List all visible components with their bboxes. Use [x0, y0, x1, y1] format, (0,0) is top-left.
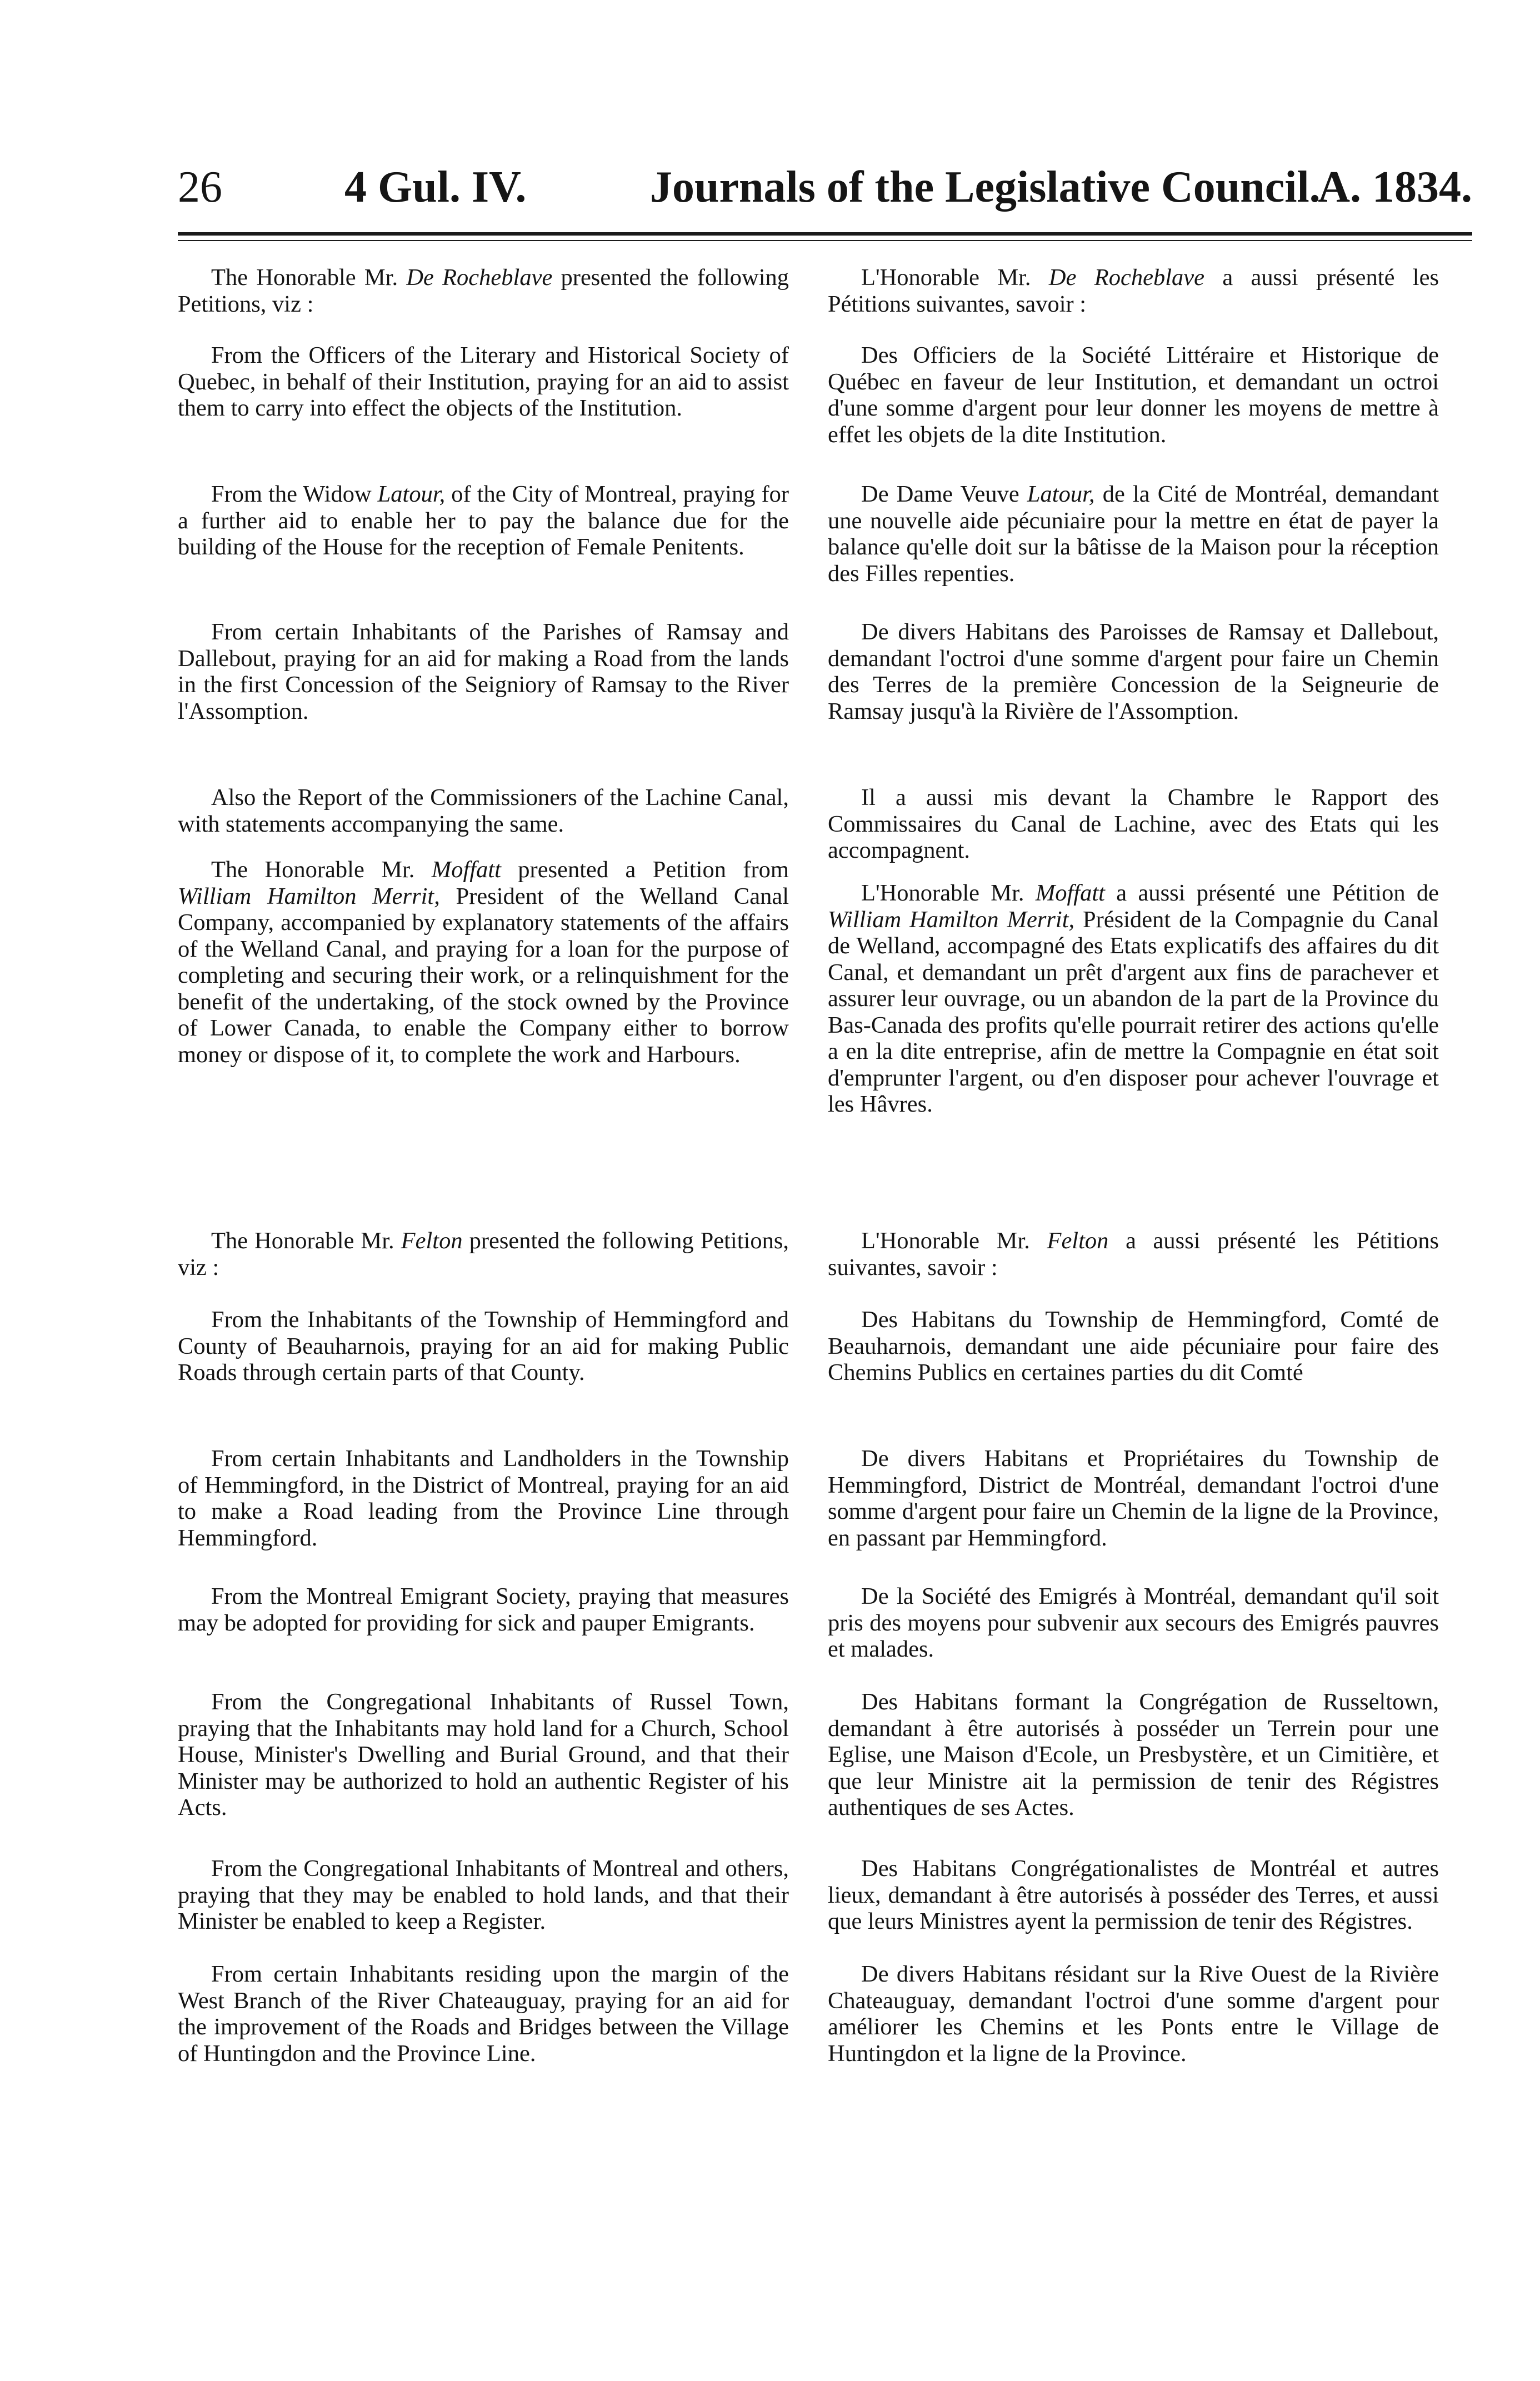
english-paragraph: From the Officers of the Literary and Historical Society of Quebec, in behalf of their Institution, praying for an aid to assist them to carry into effect the objects of the Institution. — [178, 342, 789, 421]
english-paragraph: The Honorable Mr. Felton presented the following Petitions, viz : — [178, 1228, 789, 1280]
english-paragraph: From certain Inhabitants residing upon the margin of the West Branch of the River Chateauguay, praying for an aid for the improvement of the Roads and Bridges between the Village of Huntingdon and the Province Line. — [178, 1961, 789, 2067]
french-paragraph: De la Société des Emigrés à Montréal, demandant qu'il soit pris des moyens pour subvenir aux secours des Emigrés pauvres et malades. — [828, 1583, 1439, 1662]
english-paragraph: The Honorable Mr. De Rocheblave presented the following Petitions, viz : — [178, 264, 789, 317]
english-paragraph: From the Montreal Emigrant Society, praying that measures may be adopted for providing for sick and pauper Emigrants. — [178, 1583, 789, 1636]
english-paragraph: From the Widow Latour, of the City of Montreal, praying for a further aid to enable her to pay the balance due for the building of the House for the reception of Female Penitents. — [178, 481, 789, 560]
italic-name: Felton — [401, 1228, 463, 1254]
journal-title: Journals of the Legislative Council. — [650, 163, 1321, 212]
italic-name: Moffatt — [1035, 880, 1105, 906]
french-paragraph: Des Habitans formant la Congrégation de Russeltown, demandant à être autorisés à posséder un Terrein pour une Eglise, une Maison d'Ecole, un Presbystère, et un Cimitière, et que leur Ministre ait la permission de tenir des Régistres authentiques de ses Actes. — [828, 1689, 1439, 1820]
french-paragraph: De divers Habitans des Paroisses de Ramsay et Dallebout, demandant l'octroi d'une somme d'argent pour faire un Chemin des Terres de la première Concession de la Seigneurie de Ramsay jusqu'à la Rivière de l'Assomption. — [828, 619, 1439, 724]
page-number: 26 — [178, 163, 222, 212]
english-paragraph: From the Congregational Inhabitants of Russel Town, praying that the Inhabitants may hold land for a Church, School House, Minister's Dwelling and Burial Ground, and that their Minister may be authorized to hold an authentic Register of his Acts. — [178, 1689, 789, 1820]
italic-name: Felton — [1047, 1228, 1109, 1254]
french-paragraph: De divers Habitans résidant sur la Rive Ouest de la Rivière Chateauguay, demandant l'octroi d'une somme d'argent pour améliorer les Chemins et les Ponts entre le Village de Huntingdon et la ligne de la Province. — [828, 1961, 1439, 2067]
running-header — [178, 157, 1472, 218]
header-rule-thin — [178, 240, 1472, 241]
french-paragraph: De divers Habitans et Propriétaires du Township de Hemmingford, District de Montréal, demandant l'octroi d'une somme d'argent pour faire un Chemin de la ligne de la Province, en passant par Hemmingford. — [828, 1445, 1439, 1551]
italic-name: De Rocheblave — [406, 264, 553, 291]
english-paragraph: From certain Inhabitants of the Parishes of Ramsay and Dallebout, praying for an aid for making a Road from the lands in the first Concession of the Seigniory of Ramsay to the River l'Assomption. — [178, 619, 789, 724]
italic-name: William Hamilton Merrit, — [828, 906, 1075, 933]
italic-name: De Rocheblave — [1048, 264, 1204, 291]
italic-name: William Hamilton Merrit, — [178, 883, 440, 909]
header-rule-thick — [178, 232, 1472, 236]
italic-name: Latour, — [377, 481, 446, 507]
english-paragraph: From the Inhabitants of the Township of Hemmingford and County of Beauharnois, praying for an aid for making Public Roads through certain parts of that County. — [178, 1307, 789, 1385]
french-paragraph: Des Habitans Congrégationalistes de Montréal et autres lieux, demandant à être autorisés à posséder des Terres, et aussi que leurs Ministres ayent la permission de tenir des Régistres. — [828, 1855, 1439, 1934]
regnal-year: 4 Gul. IV. — [344, 163, 527, 212]
french-paragraph: Des Officiers de la Société Littéraire et Historique de Québec en faveur de leur Institution, et demandant un octroi d'une somme d'argent pour leur donner les moyens de mettre à effet les objets de la dite Institution. — [828, 342, 1439, 448]
french-paragraph: L'Honorable Mr. Moffatt a aussi présenté une Pétition de William Hamilton Merrit, Président de la Compagnie du Canal de Welland, accompagné des Etats explicatifs des affaires du dit Canal, et demandant un prêt d'argent aux fins de parachever et assurer leur ouvrage, ou un abandon de la part de la Province du Bas-Canada des profits qu'elle pourrait retirer des actions qu'elle a en la dite entreprise, afin de mettre la Compagnie en état soit d'emprunter l'argent, ou d'en disposer pour achever l'ouvrage et les Hâvres. — [828, 880, 1439, 1117]
italic-name: Moffatt — [431, 857, 501, 883]
french-paragraph: Des Habitans du Township de Hemmingford, Comté de Beauharnois, demandant une aide pécuniaire pour faire des Chemins Publics en certaines parties du dit Comté — [828, 1307, 1439, 1385]
french-paragraph: L'Honorable Mr. De Rocheblave a aussi présenté les Pétitions suivantes, savoir : — [828, 264, 1439, 317]
french-paragraph: L'Honorable Mr. Felton a aussi présenté les Pétitions suivantes, savoir : — [828, 1228, 1439, 1280]
english-paragraph: From the Congregational Inhabitants of Montreal and others, praying that they may be enabled to hold lands, and that their Minister be enabled to keep a Register. — [178, 1855, 789, 1934]
publication-year: A. 1834. — [1318, 163, 1472, 212]
french-paragraph: Il a aussi mis devant la Chambre le Rapport des Commissaires du Canal de Lachine, avec des Etats qui les accompagnent. — [828, 784, 1439, 863]
french-paragraph: De Dame Veuve Latour, de la Cité de Montréal, demandant une nouvelle aide pécuniaire pour la mettre en état de payer la balance qu'elle doit sur la bâtisse de la Maison pour la réception des Filles repenties. — [828, 481, 1439, 587]
italic-name: Latour, — [1027, 481, 1095, 507]
english-paragraph: Also the Report of the Commissioners of the Lachine Canal, with statements accompanying the same. — [178, 784, 789, 837]
english-paragraph: From certain Inhabitants and Landholders in the Township of Hemmingford, in the District of Montreal, praying for an aid to make a Road leading from the Province Line through Hemmingford. — [178, 1445, 789, 1551]
english-paragraph: The Honorable Mr. Moffatt presented a Petition from William Hamilton Merrit, President of the Welland Canal Company, accompanied by explanatory statements of the affairs of the Welland Canal, and praying for a loan for the purpose of completing and securing their work, or a relinquishment for the benefit of the undertaking, of the stock owned by the Province of Lower Canada, to enable the Company either to borrow money or dispose of it, to complete the work and Harbours. — [178, 857, 789, 1068]
